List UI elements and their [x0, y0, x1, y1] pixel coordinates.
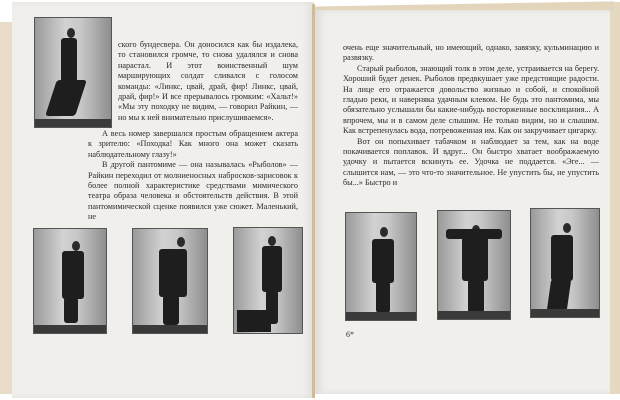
- paragraph: очень еще значительный, но имеющий, однако, завязку, кульминацию и развязку.: [343, 43, 599, 63]
- stage-floor: [35, 119, 111, 127]
- left-page-text-bottom: [88, 129, 298, 223]
- figure-body: [462, 237, 488, 281]
- figure-head: [72, 241, 80, 251]
- figure-body: [551, 235, 573, 281]
- paragraph: В другой пантомиме — она называлась «Рыболов» — Райкин переходил от молниеносных набросков-зарисовок к более полной характеристике средствами мимического театра образа человека и обстоятельств действия. В этой пантомимической сценке появился уже сюжет. Маленький, не: [88, 160, 298, 222]
- figure-legs: [376, 281, 390, 313]
- figure-head: [563, 223, 571, 233]
- stage-floor: [438, 311, 510, 319]
- photo-walking: [34, 17, 112, 128]
- photo-standing: [345, 212, 417, 321]
- page-number: 6*: [346, 330, 354, 339]
- figure-body: [61, 38, 77, 82]
- figure-legs: [45, 80, 87, 116]
- photo-hand-to-mouth: [33, 228, 107, 334]
- figure-head: [67, 28, 75, 38]
- figure-legs: [468, 279, 484, 313]
- photo-leaning-forward: [132, 228, 208, 334]
- stage-floor: [531, 309, 599, 317]
- figure-body: [262, 246, 282, 292]
- figure-head: [380, 227, 388, 237]
- figure-body: [159, 249, 187, 297]
- figure-head: [177, 237, 185, 247]
- book-cover-left-edge: [0, 22, 12, 394]
- stage-floor: [133, 325, 207, 333]
- left-page-text-top: [118, 40, 298, 123]
- stage-floor: [346, 312, 416, 320]
- figure-body: [62, 251, 84, 299]
- figure-legs: [547, 279, 571, 311]
- figure-legs: [163, 295, 179, 325]
- paragraph: ского бундесвера. Он доносился как бы издалека, то становился громче, то снова удалялся и снова нарастал. И этот воинственный шум марширующих солдат сливался с голосом команды: «Линкс, цвай, драй, фир! Линкс, цвай, драй, фир!» И все прерывалось громким: «Хальт!» «Мы эту походку не видим, — говорил Райкин, — но мы к ней внимательно прислушиваемся».: [118, 40, 298, 122]
- paragraph: Вот он попыхивает табачком и наблюдает за тем, как на воде покачивается поплавок. И вдруг... Он быстро хватает воображаемую удочку и пытается вскинуть ее. Удочка не поддается. «Эге... — слышится нам, — это что-то значительное. Не упустить бы, не упустить бы...» Быстро и: [343, 136, 599, 188]
- stage-floor: [34, 325, 106, 333]
- right-page-text: [343, 43, 599, 189]
- figure-legs: [64, 297, 78, 323]
- book-gutter: [312, 4, 315, 398]
- figure-head: [268, 236, 276, 246]
- photo-walking-away: [530, 208, 600, 318]
- box-prop: [237, 310, 271, 332]
- photo-arms-raised: [437, 210, 511, 320]
- figure-body: [372, 239, 394, 283]
- photo-standing-on-box: [233, 227, 303, 334]
- paragraph: Старый рыболов, знающий толк в этом деле, устраивается на берегу. Хороший будет денек. Рыболов предвкушает уже предстоящие радости. На лице его отражается довольство жизнью и собой, и спокойной гладью реки, и наверняка удачным клевом. Не будь это пантомима, мы обязательно услышали бы какие-нибудь восторженные восклицания... А впрочем, мы и в самом деле слышим. Не только видим, но и слышим. Как встрепенулась вода, потревоженная им. Как он закручивает цигарку.: [343, 63, 599, 136]
- paragraph: А весь номер завершался простым обращением актера к зрителю: «Походка! Как много она может сказать наблюдательному глазу!»: [88, 129, 298, 159]
